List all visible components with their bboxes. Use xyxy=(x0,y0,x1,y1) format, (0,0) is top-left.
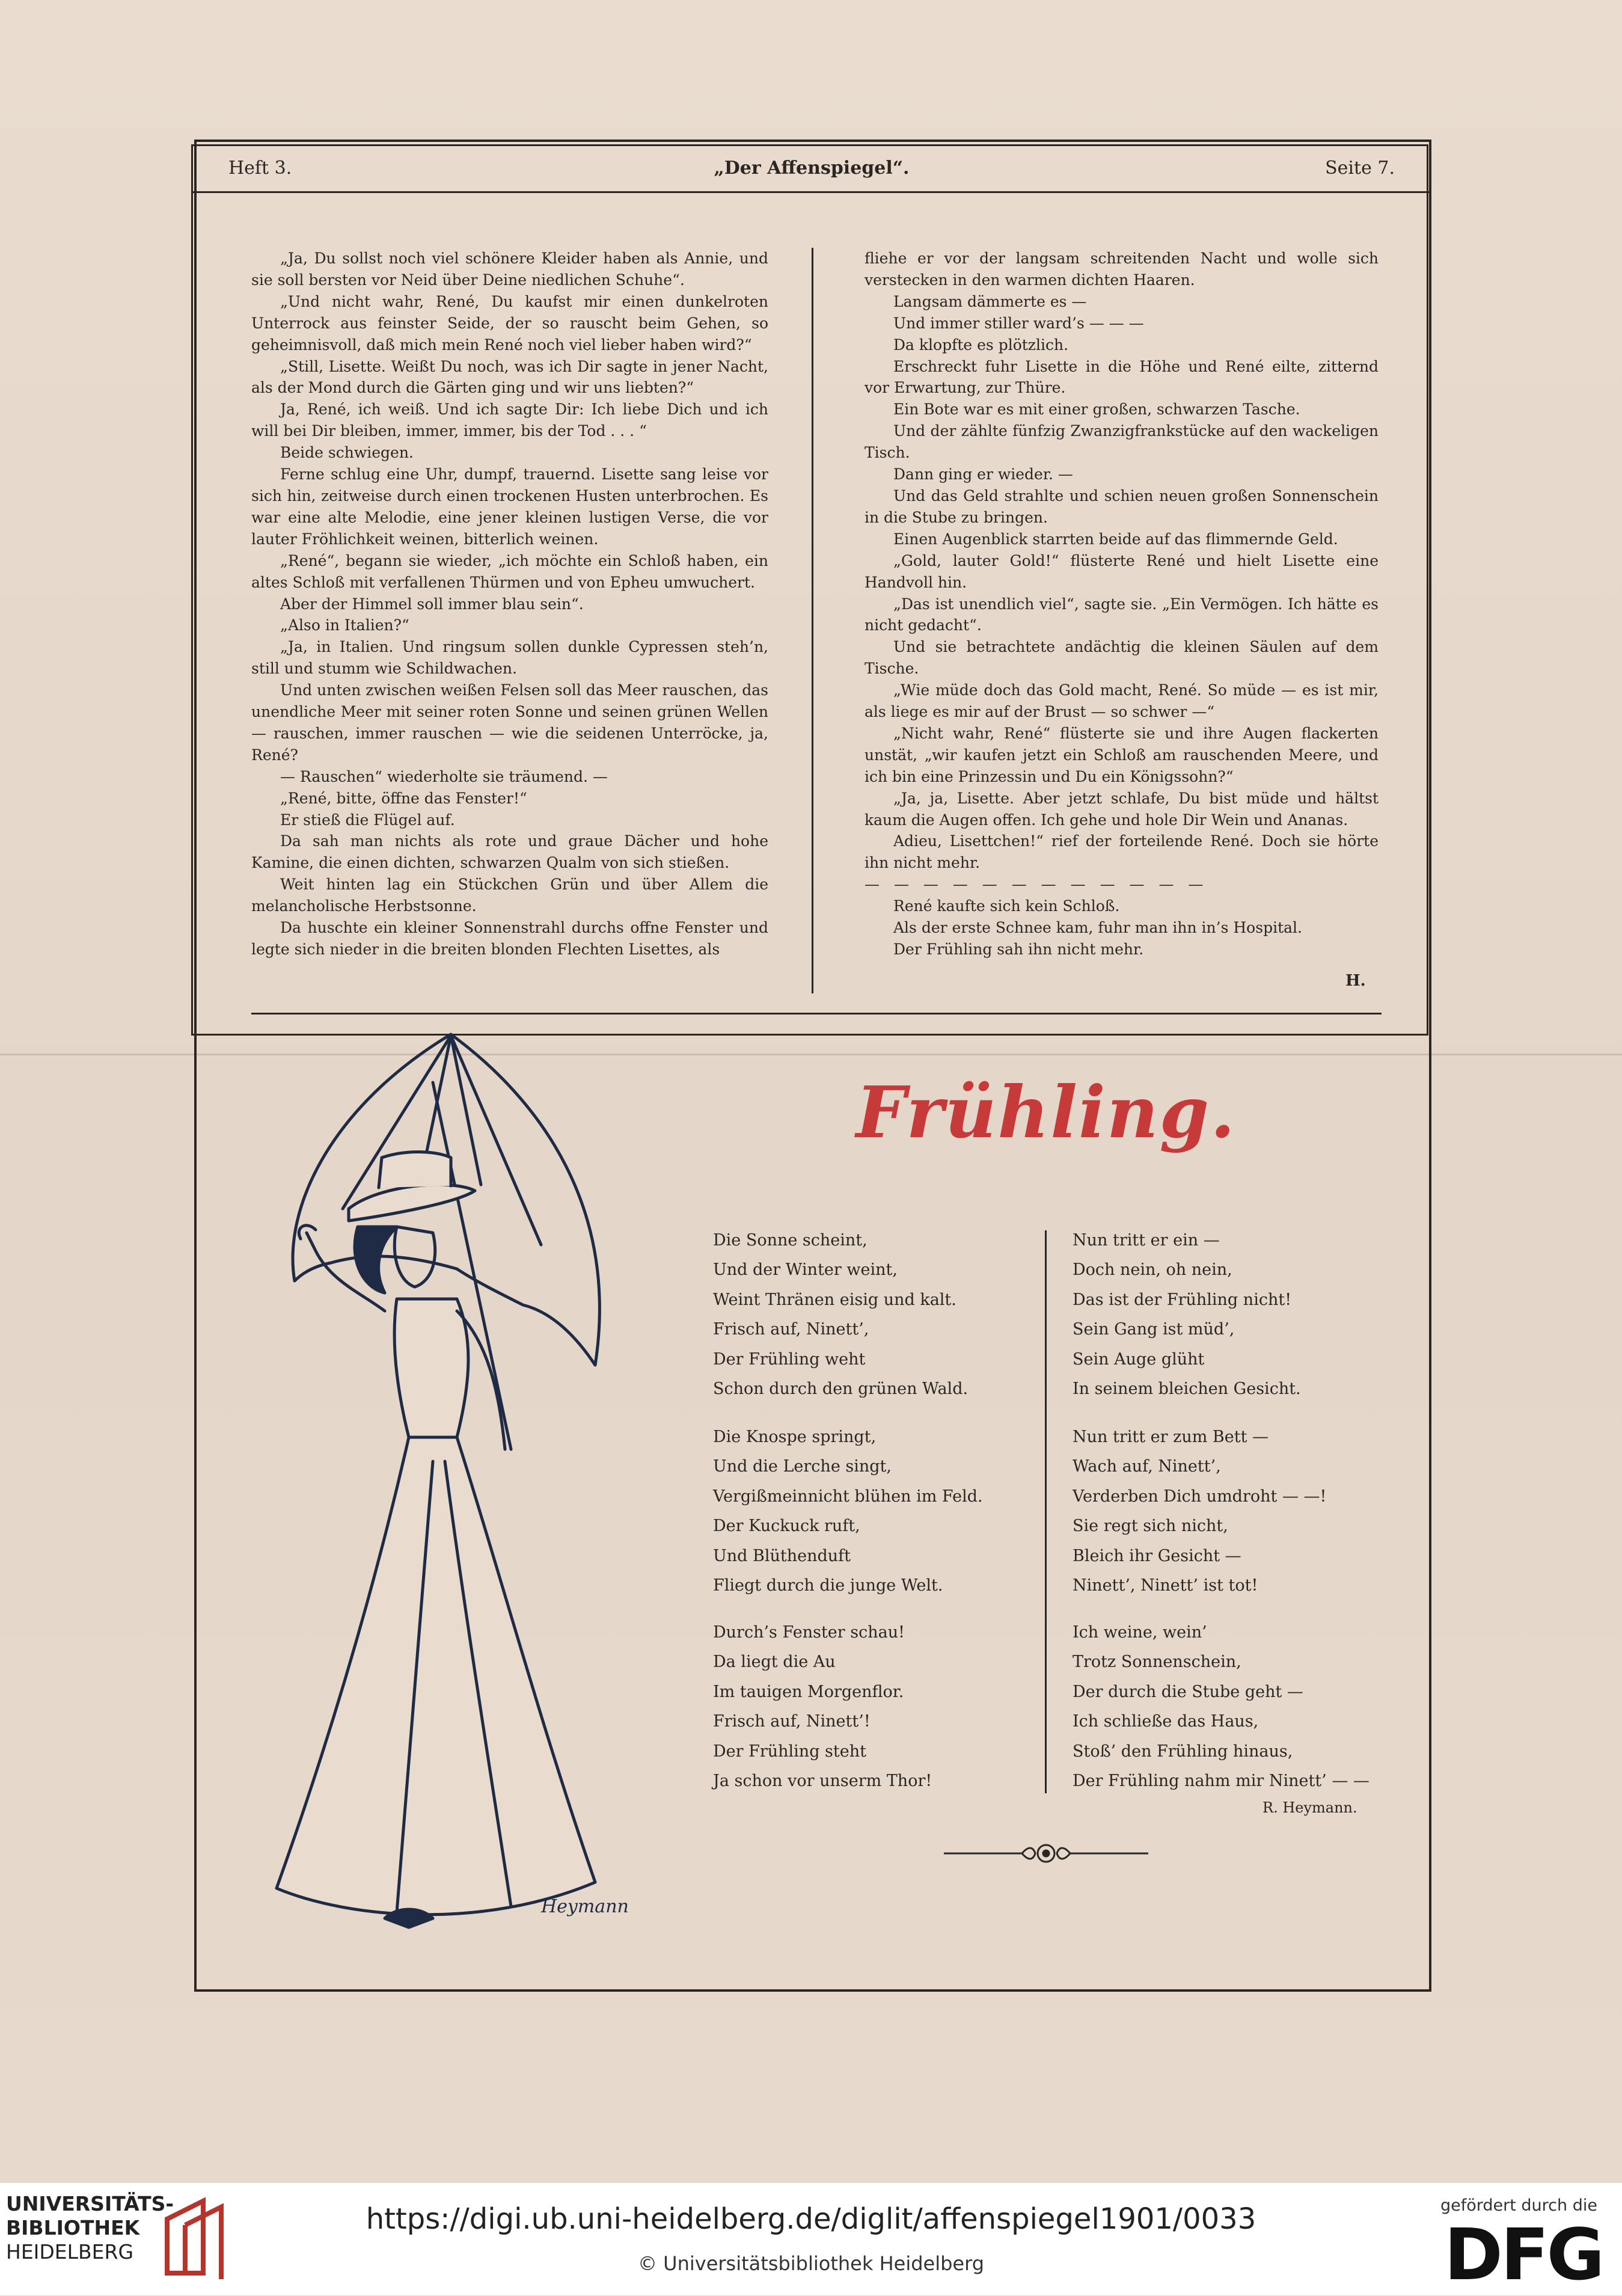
paragraph: Aber der Himmel soll immer blau sein“. xyxy=(280,595,584,613)
paragraph: Und unten zwischen weißen Felsen soll das Meer rauschen, das unendliche Meer mit seiner roten Sonne und seinen grünen Wellen — rauschen, immer rauschen — wie die seidenen Unterröcke, ja, René? xyxy=(251,681,768,764)
poem-line: Verderben Dich umdroht — —! xyxy=(1073,1487,1327,1506)
paragraph: „Nicht wahr, René“ flüsterte sie und ihre Augen flackerten unstät, „wir kaufen jetzt ein Schloß am rauschenden Meere, und ich bin eine Prinzessin und Du ein Königssohn?“ xyxy=(865,724,1379,785)
page-header xyxy=(204,158,1419,186)
parasol-rib xyxy=(451,1036,541,1245)
poem-line: Der Kuckuck ruft, xyxy=(713,1517,860,1536)
paragraph: Da sah man nichts als rote und graue Dächer und hohe Kamine, die einen dichten, schwarzen Qualm von sich stießen. xyxy=(251,832,768,872)
poem-line: Und die Lerche singt, xyxy=(713,1457,892,1476)
journal-title: „Der Affenspiegel“. xyxy=(714,158,910,179)
paragraph: Und sie betrachtete andächtig die kleinen Säulen auf dem Tische. xyxy=(865,638,1379,678)
poem-line: Schon durch den grünen Wald. xyxy=(713,1380,969,1399)
paragraph: „Ja, Du sollst noch viel schönere Kleider haben als Annie, und sie soll bersten vor Neid über Deine niedlichen Schuhe“. xyxy=(251,250,768,289)
poem-line: Sein Gang ist müd’, xyxy=(1073,1320,1235,1339)
poem-line: Die Sonne scheint, xyxy=(713,1231,868,1250)
paragraph: Und der zählte fünfzig Zwanzigfrankstücke auf den wackeligen Tisch. xyxy=(865,422,1379,462)
funder-label: gefördert durch die xyxy=(1440,2196,1597,2215)
issue-number: Heft 3. xyxy=(228,158,292,179)
library-name-line: HEIDELBERG xyxy=(6,2240,134,2264)
library-name-line: BIBLIOTHEK xyxy=(6,2216,140,2239)
artist-signature: Heymann xyxy=(541,1896,629,1917)
poem-line: Vergißmeinnicht blühen im Feld. xyxy=(713,1487,983,1506)
poem-line: Weint Thränen eisig und kalt. xyxy=(713,1290,956,1309)
paragraph: Er stieß die Flügel auf. xyxy=(280,811,455,829)
hat-brim xyxy=(349,1185,475,1221)
paragraph: Adieu, Lisettchen!“ rief der forteilende René. Doch sie hörte ihn nicht mehr. xyxy=(865,832,1379,872)
header-rule xyxy=(192,191,1430,193)
paragraph: „Ja, ja, Lisette. Aber jetzt schlafe, Du bist müde und hältst kaum die Augen offen. Ich gehe und hole Dir Wein und Ananas. xyxy=(865,789,1379,829)
shoe xyxy=(385,1909,433,1927)
poem-stanza-left-2 xyxy=(713,1422,983,1600)
poem-line: Trotz Sonnenschein, xyxy=(1073,1653,1241,1672)
poem-line: Sein Auge glüht xyxy=(1073,1349,1205,1369)
paragraph: — Rauschen“ wiederholte sie träumend. — xyxy=(280,767,608,785)
poem-line: Fliegt durch die junge Welt. xyxy=(713,1576,943,1595)
poem-stanza-right-3 xyxy=(1073,1618,1370,1796)
ornament-divider xyxy=(938,1841,1154,1865)
poem-author: R. Heymann. xyxy=(1262,1799,1357,1816)
poem-title: Frühling. xyxy=(855,1070,1237,1154)
page-number: Seite 7. xyxy=(1325,158,1395,179)
hair xyxy=(355,1227,397,1293)
paragraph: Da huschte ein kleiner Sonnenstrahl durchs offne Fenster und legte sich nieder in die breiten blonden Flechten Lisettes, als xyxy=(251,919,768,958)
poem-line: Nun tritt er zum Bett — xyxy=(1073,1428,1269,1446)
poem-stanza-left-1 xyxy=(713,1226,968,1404)
poem-line: Der Frühling steht xyxy=(713,1742,866,1761)
paragraph: „Also in Italien?“ xyxy=(280,616,409,634)
paragraph: „Still, Lisette. Weißt Du noch, was ich Dir sagte in jener Nacht, als der Mond durch die Gärten ging und wir uns liebten?“ xyxy=(251,357,768,397)
paragraph: „René, bitte, öffne das Fenster!“ xyxy=(280,789,527,807)
footer-bar xyxy=(0,2183,1622,2295)
poem-line: Sie regt sich nicht, xyxy=(1073,1517,1228,1536)
poem-line: Und Blüthenduft xyxy=(713,1546,851,1565)
story-right-column xyxy=(865,248,1379,960)
poem-stanza-right-1 xyxy=(1073,1226,1301,1404)
poem-line: Ich weine, wein’ xyxy=(1073,1623,1207,1642)
paragraph: Und das Geld strahlte und schien neuen großen Sonnenschein in die Stube zu bringen. xyxy=(865,487,1379,526)
poem-column-divider xyxy=(1045,1230,1047,1793)
woman-with-parasol-illustration xyxy=(259,1028,631,1930)
poem-line: In seinem bleichen Gesicht. xyxy=(1073,1380,1301,1399)
library-name-line: UNIVERSITÄTS- xyxy=(6,2192,174,2215)
paragraph: „Wie müde doch das Gold macht, René. So müde — es ist mir, als liege es mir auf der Brust — so schwer —“ xyxy=(865,681,1379,721)
paragraph: Als der erste Schnee kam, fuhr man ihn in’s Hospital. xyxy=(893,919,1302,937)
poem-line: Ich schließe das Haus, xyxy=(1073,1712,1259,1731)
paragraph: Erschreckt fuhr Lisette in die Höhe und René eilte, zitternd vor Erwartung, zur Thüre. xyxy=(865,357,1379,397)
paragraph: René kaufte sich kein Schloß. xyxy=(893,897,1120,915)
poem-line: Wach auf, Ninett’, xyxy=(1073,1457,1221,1476)
parasol-rib xyxy=(451,1036,481,1185)
paragraph: „Ja, in Italien. Und ringsum sollen dunkle Cypressen steh’n, still und stumm wie Schildwachen. xyxy=(251,638,768,678)
section-dash-separator: — — — — — — — — — — — — xyxy=(865,876,1208,894)
poem-line: Der Frühling weht xyxy=(713,1349,866,1369)
paragraph: Der Frühling sah ihn nicht mehr. xyxy=(893,941,1144,958)
poem-line: Ja schon vor unserm Thor! xyxy=(713,1772,932,1791)
poem-line: Stoß’ den Frühling hinaus, xyxy=(1073,1742,1293,1761)
poem-line: Da liegt die Au xyxy=(713,1653,836,1672)
paragraph: Weit hinten lag ein Stückchen Grün und über Allem die melancholische Herbstsonne. xyxy=(251,876,768,915)
dfg-logo[interactable]: DFG xyxy=(1444,2213,1603,2296)
paragraph: Beide schwiegen. xyxy=(280,444,414,462)
copyright-notice: © Universitätsbibliothek Heidelberg xyxy=(637,2252,984,2275)
poem-stanza-right-2 xyxy=(1073,1422,1326,1600)
poem-line: Der durch die Stube geht — xyxy=(1073,1682,1303,1701)
paragraph: Da klopfte es plötzlich. xyxy=(893,336,1069,354)
poem-line: Nun tritt er ein — xyxy=(1073,1231,1220,1250)
story-signature: H. xyxy=(1345,972,1366,990)
paragraph: „Das ist unendlich viel“, sagte sie. „Ein Vermögen. Ich hätte es nicht gedacht“. xyxy=(865,595,1379,634)
poem-line: Frisch auf, Ninett’, xyxy=(713,1320,869,1339)
poem-line: Und der Winter weint, xyxy=(713,1260,898,1280)
poem-line: Durch’s Fenster schau! xyxy=(713,1623,905,1642)
poem-stanza-left-3 xyxy=(713,1618,932,1796)
poem-line: Der Frühling nahm mir Ninett’ — — xyxy=(1073,1772,1370,1791)
paragraph: fliehe er vor der langsam schreitenden Nacht und wolle sich verstecken in den warmen dichten Haaren. xyxy=(865,250,1379,289)
bodice xyxy=(394,1299,468,1437)
paragraph: Dann ging er wieder. — xyxy=(893,465,1073,483)
column-divider xyxy=(812,248,813,993)
paragraph: „Gold, lauter Gold!“ flüsterte René und hielt Lisette eine Handvoll hin. xyxy=(865,551,1379,591)
paragraph: Und immer stiller ward’s — — — xyxy=(893,314,1144,332)
poem-line: Frisch auf, Ninett’! xyxy=(713,1712,871,1731)
paragraph: „René“, begann sie wieder, „ich möchte ein Schloß haben, ein altes Schloß mit verfallenen Thürmen und von Epheu umwuchert. xyxy=(251,551,768,591)
paragraph: Ja, René, ich weiß. Und ich sagte Dir: Ich liebe Dich und ich will bei Dir bleiben, immer, immer, bis der Tod . . . “ xyxy=(251,401,768,440)
poem-line: Das ist der Frühling nicht! xyxy=(1073,1290,1292,1309)
paragraph: Ferne schlug eine Uhr, dumpf, trauernd. Lisette sang leise vor sich hin, zeitweise durch einen trockenen Husten unterbrochen. Es war eine alte Melodie, eine jener kleinen lustigen Verse, die vor lauter Fröhlichkeit weinen, bitterlich weinen. xyxy=(251,465,768,548)
story-left-column xyxy=(251,248,768,960)
paragraph: Einen Augenblick starrten beide auf das flimmernde Geld. xyxy=(893,530,1338,548)
paragraph: Ein Bote war es mit einer großen, schwarzen Tasche. xyxy=(893,401,1300,419)
story-end-rule xyxy=(251,1013,1382,1014)
hat-crown xyxy=(379,1152,451,1188)
poem-line: Bleich ihr Gesicht — xyxy=(1073,1546,1241,1565)
document-url[interactable]: https://digi.ub.uni-heidelberg.de/diglit/affenspiegel1901/0033 xyxy=(366,2202,1256,2236)
poem-line: Die Knospe springt, xyxy=(713,1428,877,1446)
poem-line: Ninett’, Ninett’ ist tot! xyxy=(1073,1576,1258,1595)
paragraph: „Und nicht wahr, René, Du kaufst mir einen dunkelroten Unterrock aus feinster Seide, der so rauscht beim Gehen, so geheimnisvoll, daß mich mein René noch viel lieber haben wird?“ xyxy=(251,292,768,354)
skirt xyxy=(277,1437,595,1915)
poem-line: Doch nein, oh nein, xyxy=(1073,1260,1232,1280)
paragraph: Langsam dämmerte es — xyxy=(893,292,1087,310)
poem-line: Im tauigen Morgenflor. xyxy=(713,1682,904,1701)
